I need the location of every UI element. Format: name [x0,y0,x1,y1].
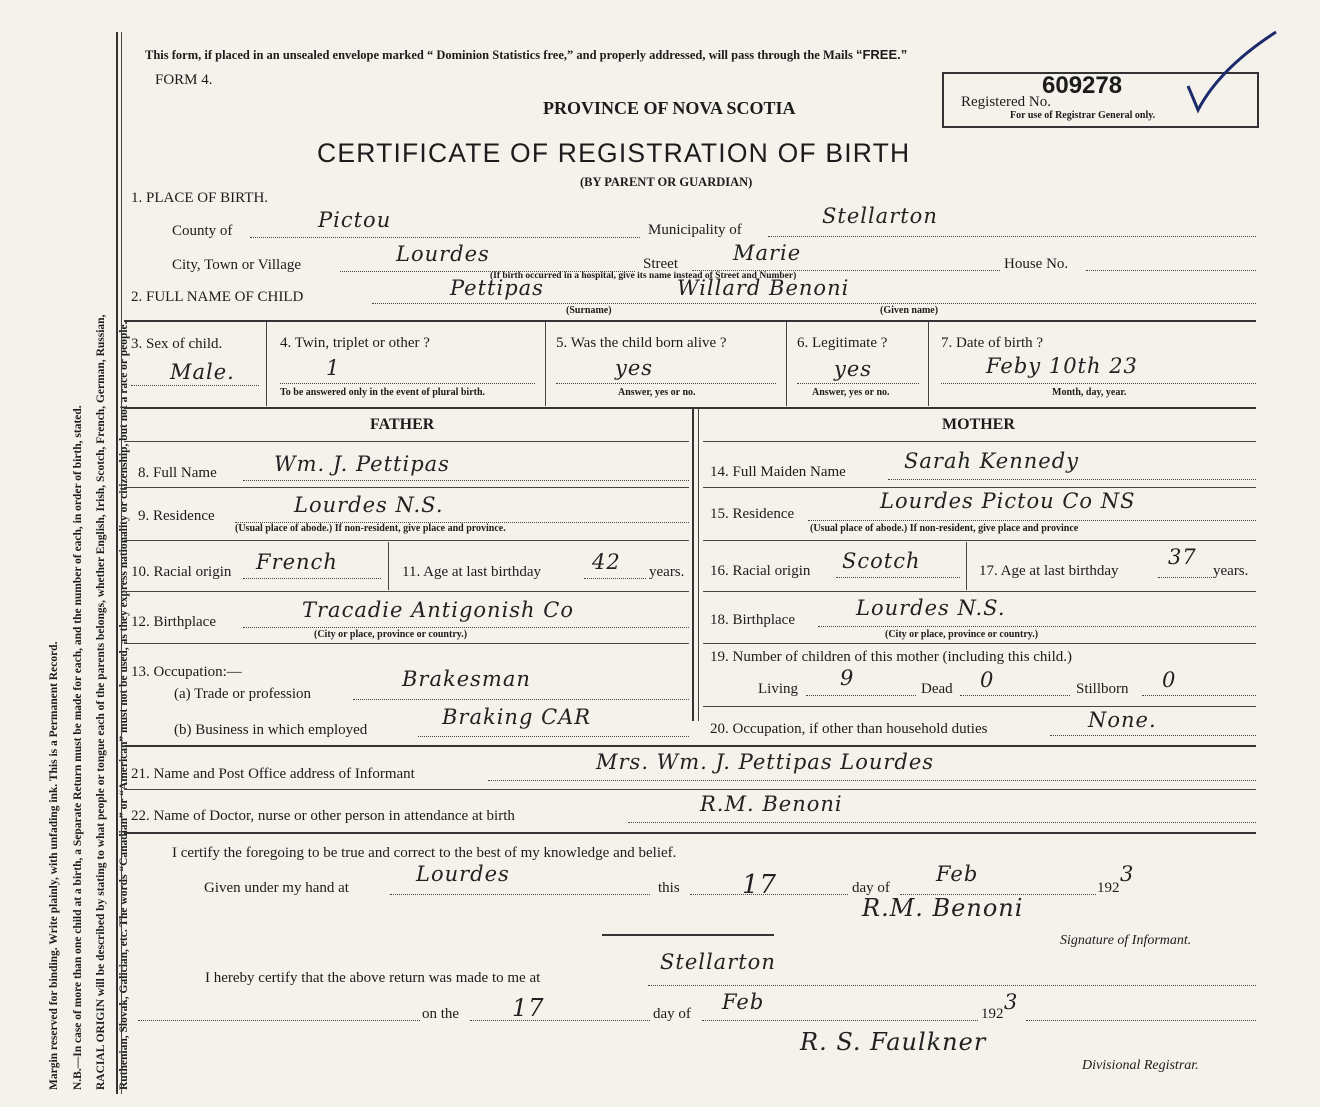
place-heading: 1. PLACE OF BIRTH. [131,190,269,206]
this-label: this [658,880,680,896]
county-value: Pictou [318,208,392,232]
postal-note: This form, if placed in an unsealed envelope marked “ Dominion Statistics free,” and properly addressed, will pass through the Mails “FREE.” [145,47,908,62]
twin-label: 4. Twin, triplet or other ? [280,335,430,351]
father-bp-value: Tracadie Antigonish Co [302,598,574,622]
registrar-statement: I hereby certify that the above return was made to me at [205,970,541,986]
mother-res-note: (Usual place of abode.) If non-resident, give place and province [810,523,1079,534]
checkmark-icon [1180,28,1280,118]
child-surname: Pettipas [450,276,544,300]
certificate-title: CERTIFICATE OF REGISTRATION OF BIRTH [317,138,911,168]
father-occ-label: 13. Occupation:— [131,664,242,680]
father-bp-note: (City or place, province or country.) [314,629,468,640]
dead-label: Dead [921,681,953,697]
street-value: Marie [733,241,802,265]
father-age-value: 42 [592,550,621,574]
father-race-label: 10. Racial origin [131,564,232,580]
margin-note-4: Ruthenian, Slovak, Galician, etc. The words “Canadian” or “American” must not be used, as they express nationality or citizenship, but not a race or people. [118,321,130,1090]
informant-label: 21. Name and Post Office address of Informant [131,766,415,782]
on-label: on the [422,1006,460,1022]
mother-occ-value: None. [1088,708,1157,732]
sex-value: Male. [170,360,235,384]
registrar-day: 17 [512,994,545,1022]
dob-value: Feby 10th 23 [986,354,1138,378]
father-race-value: French [256,550,338,574]
father-heading: FATHER [370,416,435,433]
mother-res-value: Lourdes Pictou Co NS [880,489,1136,513]
hospital-note: (If birth occurred in a hospital, give its name instead of Street and Number) [490,271,797,281]
given-month: Feb [936,862,979,886]
city-label: City, Town or Village [172,257,302,273]
twin-value: 1 [326,356,341,380]
given-place: Lourdes [416,862,510,886]
registrar-signature: R. S. Faulkner [800,1028,987,1056]
registered-label: Registered No. [961,94,1051,110]
dead-value: 0 [980,668,995,692]
city-value: Lourdes [396,242,490,266]
father-trade-label: (a) Trade or profession [174,686,312,702]
given-label: Given under my hand at [204,880,349,896]
father-trade-value: Brakesman [402,667,531,691]
father-res-value: Lourdes N.S. [294,493,444,517]
dob-label: 7. Date of birth ? [941,335,1044,351]
informant-signature: R.M. Benoni [862,894,1024,922]
street-label: Street [643,256,678,272]
informant-value: Mrs. Wm. J. Pettipas Lourdes [596,750,935,774]
margin-rule [116,32,118,1094]
mother-children-label: 19. Number of children of this mother (including this child.) [710,649,1073,665]
mother-bp-value: Lourdes N.S. [856,596,1006,620]
father-res-note: (Usual place of abode.) If non-resident, give place and province. [235,523,506,534]
registrar-signature-label: Divisional Registrar. [1082,1058,1199,1073]
mother-age-years: years. [1213,563,1249,579]
father-biz-label: (b) Business in which employed [174,722,368,738]
father-name-label: 8. Full Name [138,465,217,481]
child-given-names: Willard Benoni [677,276,850,300]
doctor-value: R.M. Benoni [700,792,843,816]
binding-margin [20,20,130,1090]
mother-occ-label: 20. Occupation, if other than household duties [710,721,988,737]
registered-number: 609278 [1042,72,1123,99]
municipality-label: Municipality of [648,222,742,238]
registrar-dayof-label: day of [653,1006,691,1022]
living-label: Living [758,681,798,697]
father-name-value: Wm. J. Pettipas [274,452,450,476]
house-label: House No. [1004,256,1069,272]
margin-note-2: N.B.—In case of more than one child at a birth, a Separate Return must be made for each, and the number of each, in order of birth, stated. [72,405,84,1090]
given-year-prefix: 192 [1097,880,1120,896]
legit-label: 6. Legitimate ? [797,335,888,351]
father-age-label: 11. Age at last birthday [402,564,541,580]
registrar-note: For use of Registrar General only. [1010,110,1156,121]
form-number: FORM 4. [155,72,213,88]
mother-res-label: 15. Residence [710,506,795,522]
doctor-label: 22. Name of Doctor, nurse or other person in attendance at birth [131,808,515,824]
mother-race-value: Scotch [842,549,921,573]
mother-name-label: 14. Full Maiden Name [710,464,846,480]
sex-label: 3. Sex of child. [131,336,223,352]
municipality-value: Stellarton [822,204,938,228]
informant-signature-label: Signature of Informant. [1060,933,1192,948]
mother-bp-note: (City or place, province or country.) [885,629,1039,640]
given-year-digit: 3 [1120,862,1135,886]
legit-note: Answer, yes or no. [812,387,890,398]
child-name-label: 2. FULL NAME OF CHILD [131,289,304,305]
registrar-year-digit: 3 [1004,990,1019,1014]
mother-age-label: 17. Age at last birthday [979,563,1119,579]
dayof-label: day of [852,880,890,896]
mother-name-value: Sarah Kennedy [904,449,1080,473]
mother-heading: MOTHER [942,416,1015,433]
margin-note-3: RACIAL ORIGIN will be described by stating to what people or tongue each of the parents belongs, whether English, Irish, Scotch, French, German, Russian, [95,314,107,1090]
registration-box [942,72,1259,128]
county-label: County of [172,223,233,239]
registrar-month: Feb [722,990,765,1014]
twin-note: To be answered only in the event of plural birth. [280,387,486,398]
alive-label: 5. Was the child born alive ? [556,335,727,351]
legit-value: yes [834,357,873,381]
margin-note-1: Margin reserved for binding. Write plainly, with unfading ink. This is a Permanent Record. [48,641,60,1090]
father-biz-value: Braking CAR [442,705,592,729]
given-caption: (Given name) [880,305,939,316]
mother-bp-label: 18. Birthplace [710,612,795,628]
dob-note: Month, day, year. [1052,387,1127,398]
given-day: 17 [742,870,778,900]
father-bp-label: 12. Birthplace [131,614,216,630]
province-heading: PROVINCE OF NOVA SCOTIA [543,98,796,118]
stillborn-value: 0 [1162,668,1177,692]
alive-value: yes [615,356,654,380]
certify-statement: I certify the foregoing to be true and correct to the best of my knowledge and belief. [172,845,677,861]
certificate-subtitle: (BY PARENT OR GUARDIAN) [580,175,753,189]
mother-race-label: 16. Racial origin [710,563,811,579]
margin-rule-inner [121,32,122,1094]
father-res-label: 9. Residence [138,508,215,524]
registrar-year-prefix: 192 [981,1006,1004,1022]
father-age-years: years. [649,564,685,580]
mother-age-value: 37 [1168,545,1197,569]
surname-caption: (Surname) [566,305,612,316]
stillborn-label: Stillborn [1076,681,1129,697]
alive-note: Answer, yes or no. [618,387,696,398]
living-value: 9 [840,666,855,690]
registrar-place: Stellarton [660,950,776,974]
